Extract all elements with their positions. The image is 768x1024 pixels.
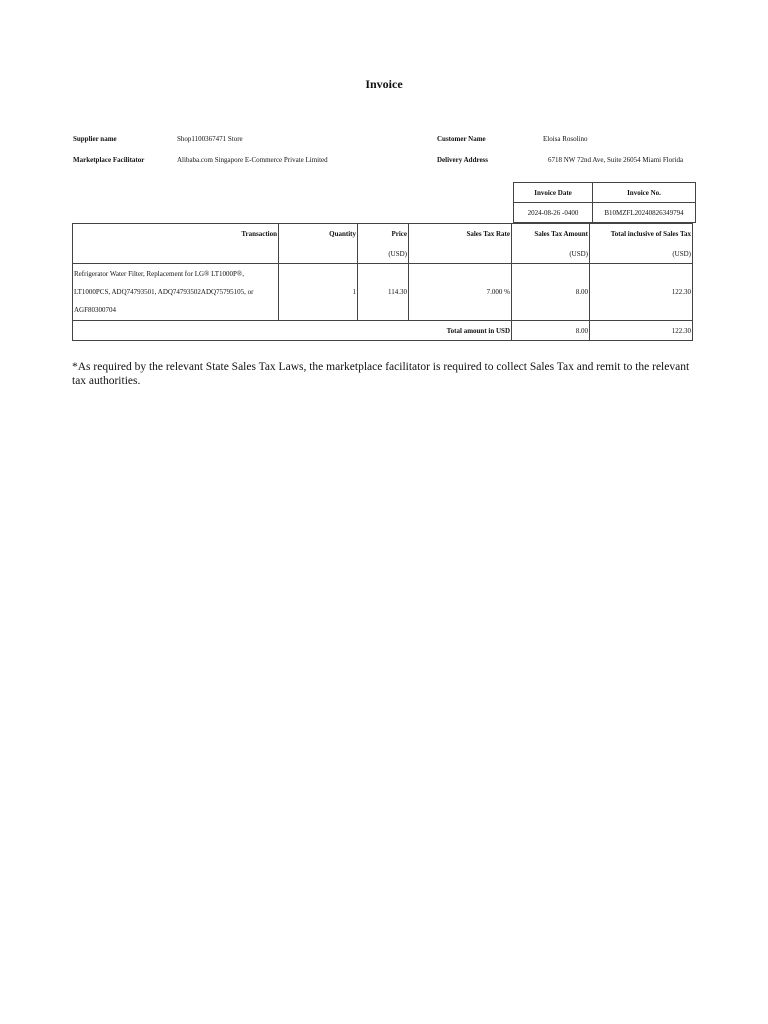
customer-name-label: Customer Name [437, 135, 486, 143]
invoice-date-value: 2024-08-26 -0400 [514, 203, 593, 223]
item-total: 122.30 [590, 264, 693, 321]
invoice-number-label: Invoice No. [593, 183, 696, 203]
tax-amount-unit: (USD) [512, 244, 590, 264]
invoice-number-value: B10MZFL20240826349794 [593, 203, 696, 223]
total-unit: (USD) [590, 244, 693, 264]
total-label: Total amount in USD [73, 321, 512, 341]
col-header-price: Price [358, 224, 409, 245]
col-header-quantity: Quantity [279, 224, 358, 245]
item-price: 114.30 [358, 264, 409, 321]
invoice-title: Invoice [365, 77, 403, 91]
marketplace-facilitator-label: Marketplace Facilitator [73, 156, 145, 164]
delivery-address-label: Delivery Address [437, 156, 489, 164]
total-row [73, 321, 693, 341]
customer-name-value: Eloisa Rosolino [543, 135, 588, 143]
sales-tax-footnote: *As required by the relevant State Sales Tax Laws, the marketplace facilitator is required to collect Sales Tax and remit to the relevant tax authorities. [72, 361, 690, 387]
col-header-tax-amount: Sales Tax Amount [512, 224, 590, 245]
item-description-line: Refrigerator Water Filter, Replacement for LG® LT1000P®, [74, 270, 244, 278]
item-quantity: 1 [279, 264, 358, 321]
table-row [73, 264, 693, 321]
item-description [73, 264, 279, 321]
price-unit: (USD) [358, 244, 409, 264]
supplier-name-label: Supplier name [73, 135, 117, 143]
invoice-date-label: Invoice Date [514, 183, 593, 203]
item-tax-rate: 7.000 % [409, 264, 512, 321]
transactions-table [72, 223, 693, 341]
item-tax-amount: 8.00 [512, 264, 590, 321]
marketplace-facilitator-value: Alibaba.com Singapore E-Commerce Private Limited [177, 156, 328, 164]
col-header-tax-rate: Sales Tax Rate [409, 224, 512, 245]
supplier-name-value: Shop1100367471 Store [177, 135, 243, 143]
table-units-row [73, 244, 693, 264]
item-description-line: LT1000PCS, ADQ74793501, ADQ74793502ADQ75795105, or [74, 288, 254, 296]
delivery-address-value: 6718 NW 72nd Ave, Suite 26054 Miami Florida [548, 156, 684, 164]
total-amount: 122.30 [590, 321, 693, 341]
col-header-total: Total inclusive of Sales Tax [590, 224, 693, 245]
total-tax-amount: 8.00 [512, 321, 590, 341]
item-description-line: AGF80300704 [74, 306, 117, 314]
invoice-meta-table [513, 182, 696, 223]
table-header-row [73, 224, 693, 245]
col-header-transaction: Transaction [73, 224, 279, 245]
